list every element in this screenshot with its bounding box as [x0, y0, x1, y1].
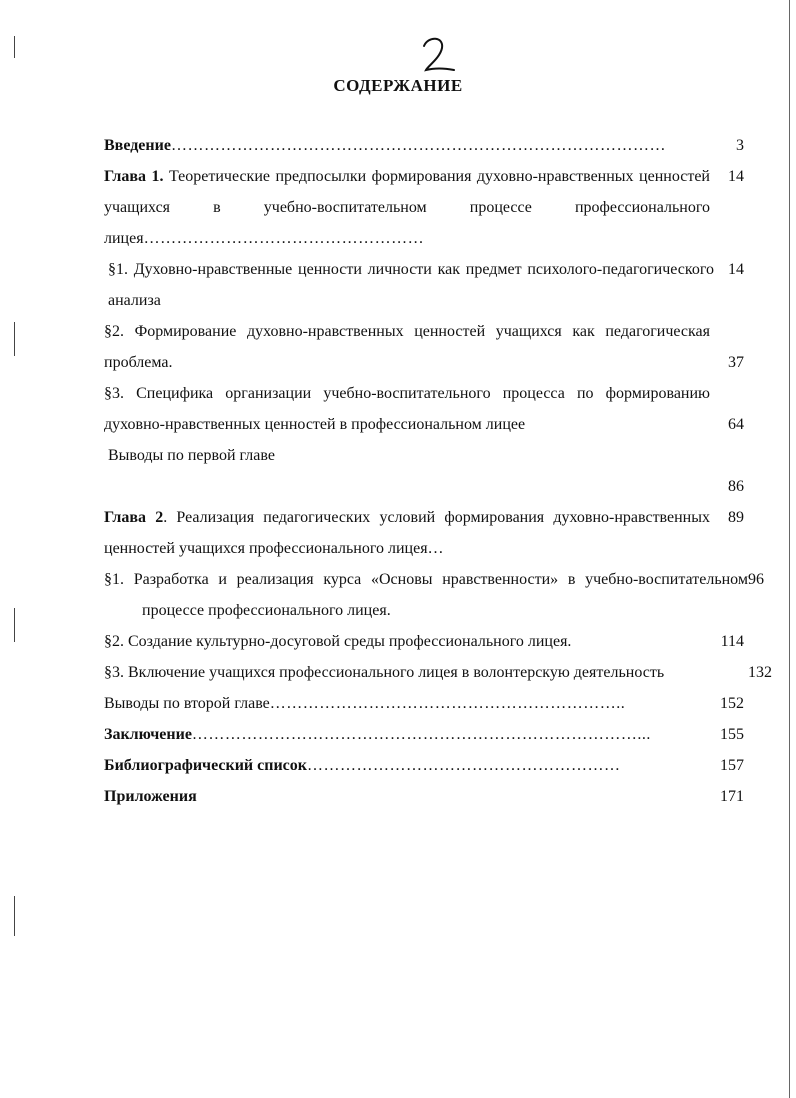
page-number: 14 [728, 261, 744, 278]
entry-text: §3. Специфика организации учебно-воспитательного процесса по формированию духовно-нравственных ценностей в профессиональном лицее [104, 385, 710, 433]
toc-entry-ch2-section-2 [104, 626, 748, 657]
dot-leader: ……………………………………………………………………………… [170, 137, 666, 154]
dot-leader: ………………………………………………………………………... [191, 726, 651, 743]
toc-entry-chapter-1 [104, 161, 748, 254]
toc-entry-ch2-section-1 [104, 564, 764, 626]
toc-entry-ch1-section-1 [104, 254, 748, 316]
page-number: 132 [748, 664, 772, 681]
scan-mark [14, 608, 15, 642]
entry-label: Библиографический список [104, 757, 307, 774]
handwritten-page-number [418, 34, 458, 74]
page-number: 157 [720, 757, 744, 774]
page-number: 37 [728, 354, 744, 371]
toc-entry-ch2-conclusions [104, 688, 748, 719]
dot-leader: ………………………………………………… [306, 757, 621, 774]
toc-entry-bibliography [104, 750, 748, 781]
entry-label: Глава 2 [104, 509, 164, 526]
toc-entry-chapter-2 [104, 502, 748, 564]
entry-text: §1. Духовно-нравственные ценности личности как предмет психолого-педагогического анализа [108, 261, 714, 309]
dot-leader: …………………………………………… [143, 230, 425, 247]
svg-text:2: 2 [418, 34, 419, 35]
toc-entry-introduction [104, 130, 748, 161]
entry-text: Теоретические предпосылки формирования духовно-нравственных ценностей учащихся в учебно-воспитательном процессе профессионального лицея [104, 168, 710, 247]
page-number: 152 [720, 695, 744, 712]
dot-leader: ……………………………………………………….. [269, 695, 626, 712]
toc-entry-ch1-section-3 [104, 378, 748, 440]
entry-label: Введение [104, 137, 171, 154]
scan-mark [14, 36, 15, 58]
scan-mark [14, 322, 15, 356]
entry-text: Выводы по второй главе [104, 695, 270, 712]
page-number: 64 [728, 416, 744, 433]
toc-entry-conclusion [104, 719, 748, 750]
page-title: СОДЕРЖАНИЕ [333, 76, 463, 95]
entry-text: . Реализация педагогических условий формирования духовно-нравственных ценностей учащихся профессионального лицея… [104, 509, 710, 557]
page-number: 96 [748, 571, 764, 588]
toc-entry-ch1-conclusions [104, 440, 748, 502]
page-number: 3 [736, 137, 744, 154]
entry-text: §3. Включение учащихся профессионального лицея в волонтерскую деятельность [104, 664, 665, 681]
entry-text: §1. Разработка и реализация курса «Основы нравственности» в учебно-воспитательном процессе профессионального лицея. [104, 571, 748, 619]
entry-label: Заключение [104, 726, 192, 743]
page-number: 89 [728, 509, 744, 526]
page-number: 86 [728, 478, 744, 495]
page-number: 171 [720, 788, 744, 805]
entry-label: Глава 1. [104, 168, 164, 185]
page-number: 155 [720, 726, 744, 743]
toc-entry-ch1-section-2 [104, 316, 748, 378]
toc-entry-appendices [104, 781, 748, 812]
entry-text: §2. Формирование духовно-нравственных ценностей учащихся как педагогическая проблема. [104, 323, 710, 371]
scan-mark [14, 896, 15, 936]
toc-entry-ch2-section-3 [104, 657, 772, 688]
entry-text: Выводы по первой главе [108, 447, 275, 464]
entry-text: §2. Создание культурно-досуговой среды профессионального лицея. [104, 633, 572, 650]
page-number: 114 [720, 633, 744, 650]
entry-label: Приложения [104, 788, 197, 805]
scan-edge-line [789, 0, 790, 1098]
page-number: 14 [728, 168, 744, 185]
table-of-contents [104, 130, 772, 812]
